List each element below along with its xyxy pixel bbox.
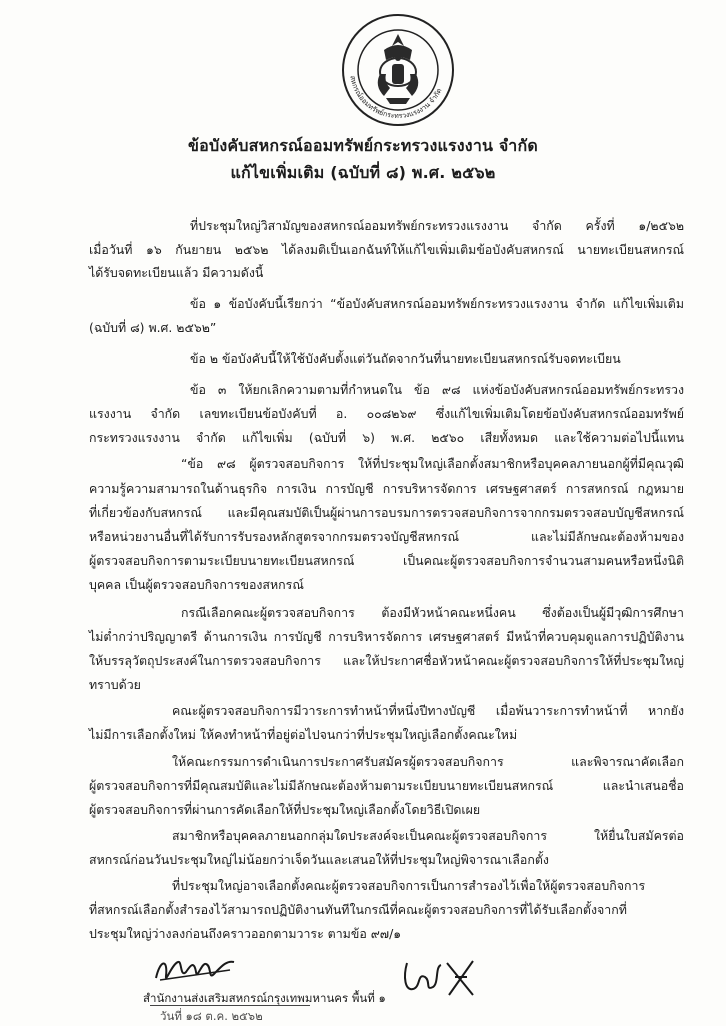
- clause98-line: ผู้ตรวจสอบกิจการตามระเบียบนายทะเบียนสหกรณ์ เป็นคณะผู้ตรวจสอบกิจการจำนวนสามคนหรือหนึ่งนิติ: [89, 553, 684, 568]
- paragraph-line: สหกรณ์ก่อนวันประชุมใหญ่ไม่น้อยกว่าเจ็ดวันและเสนอให้ที่ประชุมใหญ่พิจารณาเลือกตั้ง: [89, 852, 549, 867]
- paragraph-line: ทราบด้วย: [89, 677, 141, 692]
- footer-underline: [150, 1005, 310, 1006]
- signature-right-icon: [395, 955, 485, 1000]
- paragraph-line: กรณีเลือกคณะผู้ตรวจสอบกิจการ ต้องมีหัวหน้าคณะหนึ่งคน ซึ่งต้องเป็นผู้มีวุฒิการศึกษา: [181, 605, 684, 620]
- paragraph-line: คณะผู้ตรวจสอบกิจการมีวาระการทำหน้าที่หนึ่งปีทางบัญชี เมื่อพ้นวาระการทำหน้าที่ หากยัง: [172, 703, 684, 718]
- clause-line: กระทรวงแรงงาน จำกัด แก้ไขเพิ่ม (ฉบับที่ ๖) พ.ศ. ๒๕๖๐ เสียทั้งหมด และใช้ความต่อไปนี้แทน: [89, 430, 684, 445]
- signature-left-icon: [150, 950, 240, 990]
- paragraph-line: ให้บรรลุวัตถุประสงค์ในการตรวจสอบกิจการ และให้ประกาศชื่อหัวหน้าคณะผู้ตรวจสอบกิจการให้ที่ประชุมใหญ่: [89, 653, 684, 668]
- footer-office: สำนักงานส่งเสริมสหกรณ์กรุงเทพมหานคร พื้นที่ ๑: [143, 991, 386, 1005]
- document-title-line1: ข้อบังคับสหกรณ์ออมทรัพย์กระทรวงแรงงาน จำกัด: [188, 136, 538, 155]
- clause98-line: ที่เกี่ยวข้องกับสหกรณ์ และมีคุณสมบัติเป็นผู้ผ่านการอบรมการตรวจสอบกิจการจากกรมตรวจสอบบัญชีสหกรณ์: [89, 505, 684, 520]
- seal-emblem-icon: [378, 34, 419, 104]
- paragraph-line: ประชุมใหญ่ว่างลงก่อนถึงคราวออกตามวาระ ตามข้อ ๙๗/๑: [89, 926, 402, 941]
- clause98-line: ความรู้ความสามารถในด้านธุรกิจ การเงิน การบัญชี การบริหารจัดการ เศรษฐศาสตร์ การสหกรณ์ กฎหมาย: [89, 481, 684, 496]
- paragraph-line: ไม่ต่ำกว่าปริญญาตรี ด้านการเงิน การบัญชี การบริหารจัดการ เศรษฐศาสตร์ มีหน้าที่ควบคุมดูแลการปฏิบัติงาน: [89, 629, 684, 644]
- clause-line: (ฉบับที่ ๘) พ.ศ. ๒๕๖๒”: [89, 320, 217, 335]
- clause-line: แรงงาน จำกัด เลขทะเบียนข้อบังคับที่ อ. ๐๐๘๒๖๙ ซึ่งแก้ไขเพิ่มเติมโดยข้อบังคับสหกรณ์ออมทรัพย์: [89, 406, 684, 421]
- footer-date: วันที่ ๑๘ ต.ค. ๒๕๖๒: [160, 1009, 263, 1023]
- clause98-line: หรือหน่วยงานอื่นที่ได้รับการรับรองหลักสูตรจากกรมตรวจบัญชีสหกรณ์ และไม่มีลักษณะต้องห้ามของ: [89, 529, 684, 544]
- clause-line: ข้อ ๓ ให้ยกเลิกความตามที่กำหนดใน ข้อ ๙๘ แห่งข้อบังคับสหกรณ์ออมทรัพย์กระทรวง: [190, 382, 684, 397]
- seal-ring-text: สหกรณ์ออมทรัพย์กระทรวงแรงงาน จำกัด: [348, 74, 444, 121]
- cooperative-seal-icon: [340, 12, 456, 128]
- paragraph-line: สมาชิกหรือบุคคลภายนอกกลุ่มใดประสงค์จะเป็นคณะผู้ตรวจสอบกิจการ ให้ยื่นใบสมัครต่อ: [172, 828, 684, 843]
- intro-line: เมื่อวันที่ ๑๖ กันยายน ๒๕๖๒ ได้ลงมติเป็นเอกฉันท์ให้แก้ไขเพิ่มเติมข้อบังคับสหกรณ์ นายทะเบียนสหกรณ์: [89, 242, 684, 257]
- document-title-line2: แก้ไขเพิ่มเติม (ฉบับที่ ๘) พ.ศ. ๒๕๖๒: [230, 163, 496, 182]
- paragraph-line: ผู้ตรวจสอบกิจการที่ผ่านการคัดเลือกให้ที่ประชุมใหญ่เลือกตั้งโดยวิธีเปิดเผย: [89, 802, 481, 817]
- paragraph-line: ให้คณะกรรมการดำเนินการประกาศรับสมัครผู้ตรวจสอบกิจการ และพิจารณาคัดเลือก: [172, 754, 684, 769]
- paragraph-line: ผู้ตรวจสอบกิจการที่มีคุณสมบัติและไม่มีลักษณะต้องห้ามตามระเบียบนายทะเบียนสหกรณ์ และนำเสนอชื่อ: [89, 778, 684, 793]
- intro-line: ได้รับจดทะเบียนแล้ว มีความดังนี้: [89, 265, 264, 280]
- paragraph-line: ที่ประชุมใหญ่อาจเลือกตั้งคณะผู้ตรวจสอบกิจการเป็นการสำรองไว้เพื่อให้ผู้ตรวจสอบกิจการ: [172, 878, 646, 893]
- clause-line: ข้อ ๒ ข้อบังคับนี้ให้ใช้บังคับตั้งแต่วันถัดจากวันที่นายทะเบียนสหกรณ์รับจดทะเบียน: [190, 351, 621, 366]
- intro-line: ที่ประชุมใหญ่วิสามัญของสหกรณ์ออมทรัพย์กระทรวงแรงงาน จำกัด ครั้งที่ ๑/๒๕๖๒: [190, 218, 684, 233]
- paragraph-line: ที่สหกรณ์เลือกตั้งสำรองไว้สามารถปฏิบัติงานทันทีในกรณีที่คณะผู้ตรวจสอบกิจการที่ได้รับเลือกตั้งจากที่: [89, 902, 627, 917]
- paragraph-line: ไม่มีการเลือกตั้งใหม่ ให้คงทำหน้าที่อยู่ต่อไปจนกว่าที่ประชุมใหญ่เลือกตั้งคณะใหม่: [89, 727, 518, 742]
- clause98-line: “ข้อ ๙๘ ผู้ตรวจสอบกิจการ ให้ที่ประชุมใหญ่เลือกตั้งสมาชิกหรือบุคคลภายนอกผู้ที่มีคุณวุฒิ: [181, 456, 684, 471]
- clause-line: ข้อ ๑ ข้อบังคับนี้เรียกว่า “ข้อบังคับสหกรณ์ออมทรัพย์กระทรวงแรงงาน จำกัด แก้ไขเพิ่มเติม: [190, 296, 684, 311]
- clause98-line: บุคคล เป็นผู้ตรวจสอบกิจการของสหกรณ์: [89, 577, 304, 592]
